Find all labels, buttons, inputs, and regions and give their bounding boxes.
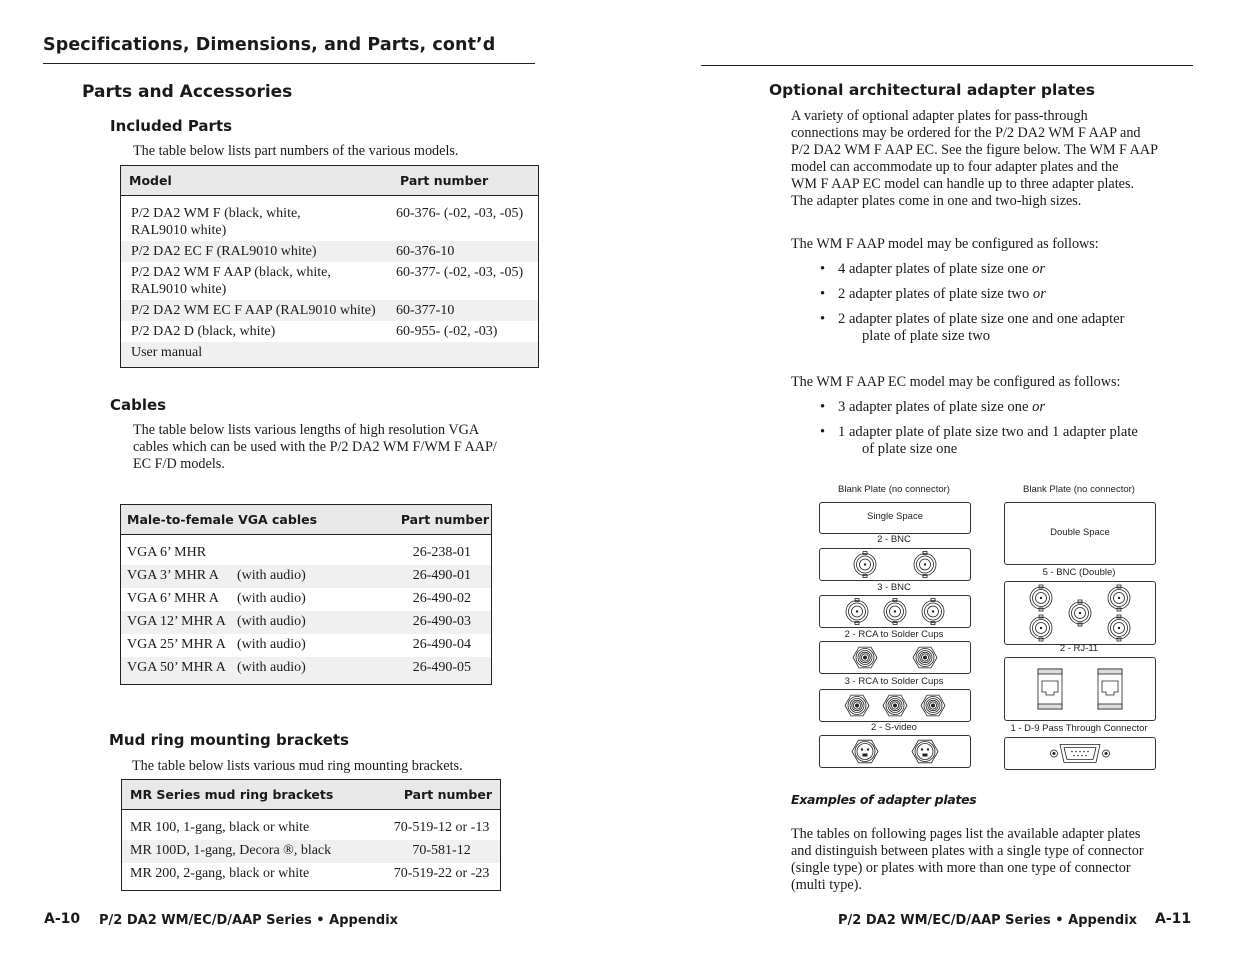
adapter-plate: [1004, 581, 1156, 645]
included-parts-table: [120, 165, 539, 368]
wmfaapec-lead: The WM F AAP EC model may be configured as follows:: [791, 374, 1121, 390]
model-line: P/2 DA2 WM EC F AAP (RAL9010 white): [131, 303, 376, 318]
list-item: [811, 311, 1201, 345]
list-item-emphasis: or: [1032, 399, 1046, 415]
cable-name-cell: [121, 588, 371, 611]
plate-inner-text: Double Space: [1050, 526, 1110, 538]
part-number-cell: 26-238-01: [412, 545, 472, 560]
svideo-connector-icon: [912, 740, 938, 763]
table-row: [121, 342, 539, 368]
bullet-icon: •: [820, 424, 826, 440]
plate-connectors: [1005, 582, 1155, 644]
bnc-connector-icon: [846, 599, 868, 625]
list-item-text: 2 adapter plates of plate size one and one adapter: [838, 311, 1125, 327]
model-line: RAL9010 white): [131, 282, 227, 297]
bnc-connector-icon: [1069, 600, 1091, 626]
part-number-cell: 60-376- (-02, -03, -05): [396, 206, 524, 221]
cable-name: VGA 12’ MHR A: [127, 614, 226, 629]
mud-ring-table: [121, 779, 501, 891]
plate-label: Blank Plate (no connector): [1023, 484, 1135, 495]
adapter-plate: [819, 689, 971, 722]
plate-connectors: [1005, 658, 1155, 720]
rj11-connector-icon: [1098, 669, 1122, 709]
column-header-bracket: MR Series mud ring brackets: [122, 780, 378, 810]
list-item: [811, 286, 1201, 303]
plate-label: 2 - S-video: [871, 722, 917, 733]
cable-note: (with audio): [237, 660, 306, 675]
plate-label: 2 - RCA to Solder Cups: [844, 629, 944, 640]
model-line: P/2 DA2 WM F (black, white,: [131, 206, 301, 221]
model-line: P/2 DA2 WM F AAP (black, white,: [131, 265, 331, 280]
plate-connectors: [820, 690, 970, 721]
list-item: [811, 399, 1201, 416]
list-item-continuation: plate of plate size two: [862, 328, 991, 344]
closing-line: and distinguish between plates with a single type of connector: [791, 843, 1144, 859]
list-item-emphasis: or: [1032, 286, 1046, 302]
svideo-connector-icon: [852, 740, 878, 763]
adapter-plate: [819, 595, 971, 628]
rca-connector-icon: [913, 647, 937, 668]
column-header-model: Model: [121, 166, 393, 196]
cable-note: (with audio): [237, 637, 306, 652]
list-item-text: 3 adapter plates of plate size one: [838, 399, 1033, 415]
plate-label: 3 - RCA to Solder Cups: [844, 676, 944, 687]
part-number-cell: 60-955- (-02, -03): [396, 324, 498, 339]
bnc-connector-icon: [922, 599, 944, 625]
plate-inner-text: Single Space: [867, 511, 923, 522]
plate-connectors: [820, 596, 970, 627]
table-row: [121, 321, 539, 342]
cable-name: VGA 6’ MHR A: [127, 591, 219, 606]
column-header-part-number: Part number: [392, 166, 539, 196]
cables-intro-line: The table below lists various lengths of high resolution VGA: [133, 422, 480, 438]
adapter-plate: [1004, 657, 1156, 721]
adapter-plates-figure: [810, 484, 1170, 774]
intro-line: P/2 DA2 WM F AAP EC. See the figure below. The WM F AAP: [791, 142, 1159, 158]
adapter-plate: [819, 735, 971, 768]
footer-text-right: P/2 DA2 WM/EC/D/AAP Series • Appendix: [838, 913, 1138, 928]
plate-label: 5 - BNC (Double): [1042, 567, 1116, 578]
adapter-plates-intro: [791, 108, 1158, 210]
part-number-cell: 26-490-02: [412, 591, 472, 606]
bnc-connector-icon: [1030, 585, 1052, 611]
list-item-emphasis: or: [1032, 261, 1046, 277]
wmfaap-config-list: [811, 261, 1201, 353]
header-rule-right: [701, 65, 1193, 66]
column-header-part-number: Part number: [377, 780, 500, 810]
plate-label: 3 - BNC: [877, 582, 911, 593]
part-number-cell: 70-581-12: [377, 840, 500, 863]
cables-heading: Cables: [110, 396, 167, 414]
bracket-name-cell: MR 100, 1-gang, black or white: [130, 820, 310, 835]
column-header-cable: Male-to-female VGA cables: [121, 505, 371, 535]
cable-name-cell: [121, 657, 371, 685]
table-row: [121, 588, 492, 611]
plate-connectors: [820, 736, 970, 767]
list-item-text: 2 adapter plates of plate size two: [838, 286, 1033, 302]
bnc-connector-icon: [1030, 615, 1052, 641]
part-number-cell: 60-377-10: [392, 300, 539, 321]
model-line: RAL9010 white): [131, 223, 227, 238]
part-number-cell: 60-377- (-02, -03, -05): [396, 265, 524, 280]
table-row: [122, 810, 501, 841]
cable-note: (with audio): [237, 568, 306, 583]
mud-ring-heading: Mud ring mounting brackets: [109, 731, 349, 749]
table-row: [121, 611, 492, 634]
plate-connectors: [820, 642, 970, 673]
part-number-cell: 26-490-03: [371, 611, 492, 634]
part-number-cell: 26-490-05: [371, 657, 492, 685]
cable-name: VGA 25’ MHR A: [127, 637, 226, 652]
table-row: [121, 196, 539, 242]
part-number-cell: 70-519-22 or -23: [393, 866, 490, 881]
bullet-icon: •: [820, 311, 826, 327]
bracket-name-cell: MR 100D, 1-gang, Decora ®, black: [122, 840, 378, 863]
intro-line: A variety of optional adapter plates for pass-through: [791, 108, 1088, 124]
closing-line: The tables on following pages list the available adapter plates: [791, 826, 1141, 842]
part-number-cell: 26-490-01: [371, 565, 492, 588]
part-number-cell: [392, 342, 539, 368]
page-number-right: A-11: [1155, 911, 1192, 927]
section-title: Parts and Accessories: [82, 82, 293, 102]
part-number-cell: 60-376-10: [392, 241, 539, 262]
intro-line: model can accommodate up to four adapter plates and the: [791, 159, 1119, 175]
plate-label: 2 - BNC: [877, 534, 911, 545]
adapter-plate: [1004, 737, 1156, 770]
bnc-connector-icon: [854, 552, 876, 578]
header-rule: [43, 63, 535, 64]
bullet-icon: •: [820, 399, 826, 415]
cable-name-cell: [121, 565, 371, 588]
adapter-plates-heading: Optional architectural adapter plates: [769, 81, 1095, 99]
bullet-icon: •: [820, 286, 826, 302]
model-line: P/2 DA2 D (black, white): [131, 324, 276, 339]
adapter-plate: [819, 641, 971, 674]
closing-paragraph: [791, 826, 1144, 894]
included-parts-heading: Included Parts: [110, 117, 233, 135]
table-row: [122, 840, 501, 863]
rj11-connector-icon: [1038, 669, 1062, 709]
table-row: [121, 262, 539, 300]
model-cell: [121, 300, 393, 321]
model-line: User manual: [131, 345, 203, 360]
bnc-connector-icon: [1108, 615, 1130, 641]
figure-caption: Examples of adapter plates: [791, 792, 977, 807]
model-cell: [121, 262, 393, 300]
list-item-text: 4 adapter plates of plate size one: [838, 261, 1033, 277]
closing-line: (multi type).: [791, 877, 862, 893]
page-header-title: Specifications, Dimensions, and Parts, cont’d: [43, 35, 496, 55]
bracket-name-cell: MR 200, 2-gang, black or white: [130, 866, 310, 881]
part-number-cell: 26-490-04: [412, 637, 472, 652]
mud-ring-intro: The table below lists various mud ring mounting brackets.: [132, 758, 463, 774]
model-cell: [121, 321, 393, 342]
table-row: [121, 565, 492, 588]
cable-name-cell: [121, 611, 371, 634]
page-number-left: A-10: [44, 911, 81, 927]
bnc-connector-icon: [914, 552, 936, 578]
column-header-part-number: Part number: [371, 505, 492, 535]
table-row: [121, 657, 492, 685]
table-row: [121, 535, 492, 566]
bullet-icon: •: [820, 261, 826, 277]
list-item-continuation: of plate size one: [862, 441, 958, 457]
adapter-plate: [819, 502, 971, 534]
model-cell: [121, 342, 393, 368]
table-row: [121, 241, 539, 262]
vga-cables-table: [120, 504, 492, 685]
cable-name: VGA 3’ MHR A: [127, 568, 219, 583]
intro-line: connections may be ordered for the P/2 DA2 WM F AAP and: [791, 125, 1141, 141]
cable-note: (with audio): [237, 591, 306, 606]
rca-connector-icon: [853, 647, 877, 668]
list-item: [811, 261, 1201, 278]
intro-line: WM F AAP EC model can handle up to three adapter plates.: [791, 176, 1135, 192]
rca-connector-icon: [883, 695, 907, 716]
closing-line: (single type) or plates with more than one type of connector: [791, 860, 1131, 876]
plate-label: 2 - RJ-11: [1059, 643, 1099, 654]
footer-text-left: P/2 DA2 WM/EC/D/AAP Series • Appendix: [99, 913, 399, 928]
model-cell: [121, 196, 393, 242]
plate-label: 1 - D-9 Pass Through Connector: [1010, 723, 1148, 734]
wmfaapec-config-list: [811, 399, 1201, 466]
cable-note: (with audio): [237, 614, 306, 629]
cables-intro-line: cables which can be used with the P/2 DA2 WM F/WM F AAP/: [133, 439, 497, 455]
cable-name: VGA 6’ MHR: [127, 545, 207, 560]
d9-connector-icon: [1051, 745, 1110, 763]
included-parts-intro: The table below lists part numbers of the various models.: [133, 143, 459, 159]
plate-connectors: [1005, 738, 1155, 769]
wmfaap-lead: The WM F AAP model may be configured as follows:: [791, 236, 1099, 252]
table-row: [122, 863, 501, 891]
cable-name-cell: [121, 535, 371, 566]
part-number-cell: 70-519-12 or -13: [393, 820, 490, 835]
rca-connector-icon: [921, 695, 945, 716]
table-row: [121, 300, 539, 321]
cable-name: VGA 50’ MHR A: [127, 660, 226, 675]
plate-connectors: [820, 549, 970, 580]
adapter-plate: [819, 548, 971, 581]
intro-line: The adapter plates come in one and two-high sizes.: [791, 193, 1082, 209]
adapter-plate: [1004, 502, 1156, 565]
bnc-connector-icon: [1108, 585, 1130, 611]
bnc-connector-icon: [884, 599, 906, 625]
model-line: P/2 DA2 EC F (RAL9010 white): [131, 244, 317, 259]
list-item-text: 1 adapter plate of plate size two and 1 adapter plate: [838, 424, 1138, 440]
cables-intro-line: EC F/D models.: [133, 456, 225, 472]
table-row: [121, 634, 492, 657]
rca-connector-icon: [845, 695, 869, 716]
plate-label: Blank Plate (no connector): [838, 484, 950, 495]
cable-name-cell: [121, 634, 371, 657]
cables-intro: [133, 422, 497, 473]
model-cell: [121, 241, 393, 262]
list-item: [811, 424, 1201, 458]
